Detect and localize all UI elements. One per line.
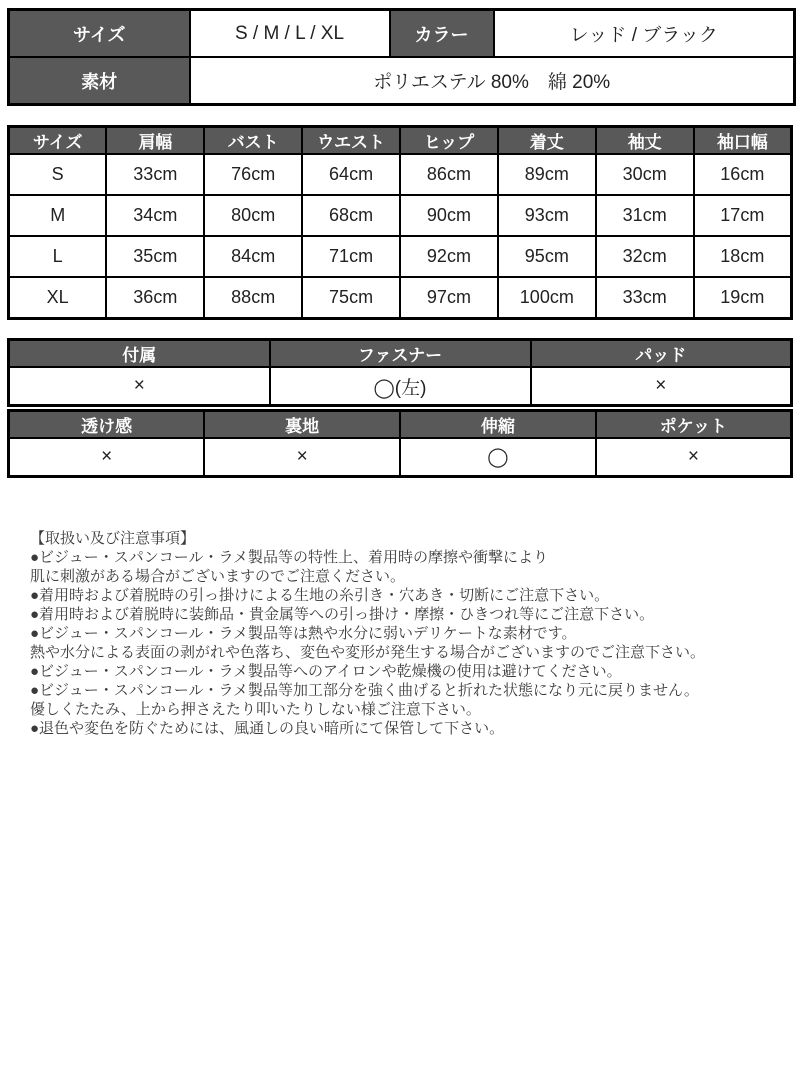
care-note-line: ●退色や変色を防ぐためには、風通しの良い暗所にて保管して下さい。 (30, 720, 505, 737)
spec2-value: ◯ (400, 438, 596, 477)
size-cell: 84cm (204, 236, 302, 277)
size-cell: 68cm (302, 195, 400, 236)
size-cell: 88cm (204, 277, 302, 319)
spec-attributes-table-1 (7, 338, 793, 407)
care-note-line: 熱や水分による表面の剥がれや色落ち、変色や変形が発生する場合がございますのでご注意下さい。 (30, 644, 706, 661)
spec-attributes-table-2 (7, 409, 793, 478)
size-cell: 76cm (204, 154, 302, 195)
size-cell: 19cm (694, 277, 792, 319)
spec2-col-header: 透け感 (9, 411, 205, 439)
product-info-table (7, 8, 796, 106)
size-cell: 86cm (400, 154, 498, 195)
spec1-col-header: ファスナー (270, 340, 531, 368)
size-row-label: XL (9, 277, 107, 319)
size-cell: 100cm (498, 277, 596, 319)
size-cell: 17cm (694, 195, 792, 236)
spec1-value: × (531, 367, 792, 406)
color-label: カラー (390, 10, 494, 58)
care-note-line: ●着用時および着脱時の引っ掛けによる生地の糸引き・穴あき・切断にご注意下さい。 (30, 587, 610, 604)
size-col-header: 袖口幅 (694, 127, 792, 155)
size-cell: 30cm (596, 154, 694, 195)
spec1-col-header: パッド (531, 340, 792, 368)
spec2-value: × (9, 438, 205, 477)
size-cell: 64cm (302, 154, 400, 195)
size-col-header: 肩幅 (106, 127, 204, 155)
care-note-line: ●着用時および着脱時に装飾品・貴金属等への引っ掛け・摩擦・ひきつれ等にご注意下さい。 (30, 606, 655, 623)
size-col-header: サイズ (9, 127, 107, 155)
size-cell: 32cm (596, 236, 694, 277)
size-cell: 80cm (204, 195, 302, 236)
spec2-value-row (9, 438, 792, 477)
size-cell: 92cm (400, 236, 498, 277)
color-value: レッド / ブラック (494, 10, 795, 58)
size-cell: 18cm (694, 236, 792, 277)
size-row-l (9, 236, 792, 277)
size-cell: 33cm (106, 154, 204, 195)
size-row-label: S (9, 154, 107, 195)
size-cell: 31cm (596, 195, 694, 236)
size-cell: 95cm (498, 236, 596, 277)
care-notes-title: 【取扱い及び注意事項】 (30, 530, 196, 547)
size-cell: 16cm (694, 154, 792, 195)
size-cell: 97cm (400, 277, 498, 319)
size-measurement-table (7, 125, 793, 320)
care-note-line: ●ビジュー・スパンコール・ラメ製品等の特性上、着用時の摩擦や衝撃により (30, 549, 549, 566)
size-cell: 89cm (498, 154, 596, 195)
spec1-header-row (9, 340, 792, 368)
spec2-col-header: ポケット (596, 411, 792, 439)
size-row-xl (9, 277, 792, 319)
care-note-line: 優しくたたみ、上から押さえたり叩いたりしない様ご注意下さい。 (30, 701, 481, 718)
size-cell: 34cm (106, 195, 204, 236)
care-note-line: ●ビジュー・スパンコール・ラメ製品等へのアイロンや乾燥機の使用は避けてください。 (30, 663, 622, 680)
size-value: S / M / L / XL (190, 10, 390, 58)
size-row-s (9, 154, 792, 195)
info-row-material (9, 57, 795, 105)
size-col-header: 着丈 (498, 127, 596, 155)
material-label: 素材 (9, 57, 190, 105)
size-col-header: ウエスト (302, 127, 400, 155)
size-cell: 36cm (106, 277, 204, 319)
size-cell: 33cm (596, 277, 694, 319)
care-notes (30, 529, 783, 738)
spec1-value: × (9, 367, 270, 406)
spec2-col-header: 裏地 (204, 411, 400, 439)
care-note-line: 肌に刺激がある場合がございますのでご注意ください。 (30, 568, 406, 585)
size-cell: 93cm (498, 195, 596, 236)
spec1-value: ◯(左) (270, 367, 531, 406)
size-cell: 35cm (106, 236, 204, 277)
size-row-m (9, 195, 792, 236)
size-col-header: バスト (204, 127, 302, 155)
size-cell: 90cm (400, 195, 498, 236)
material-value: ポリエステル 80% 綿 20% (190, 57, 795, 105)
size-table-header-row (9, 127, 792, 155)
spec1-value-row (9, 367, 792, 406)
size-label: サイズ (9, 10, 190, 58)
spec2-header-row (9, 411, 792, 439)
spec2-value: × (204, 438, 400, 477)
care-note-line: ●ビジュー・スパンコール・ラメ製品等は熱や水分に弱いデリケートな素材です。 (30, 625, 577, 642)
size-row-label: L (9, 236, 107, 277)
spec1-col-header: 付属 (9, 340, 270, 368)
size-col-header: ヒップ (400, 127, 498, 155)
size-cell: 71cm (302, 236, 400, 277)
spec2-col-header: 伸縮 (400, 411, 596, 439)
info-row-size-color (9, 10, 795, 58)
size-col-header: 袖丈 (596, 127, 694, 155)
spec2-value: × (596, 438, 792, 477)
size-cell: 75cm (302, 277, 400, 319)
size-row-label: M (9, 195, 107, 236)
care-note-line: ●ビジュー・スパンコール・ラメ製品等加工部分を強く曲げると折れた状態になり元に戻りません。 (30, 682, 699, 699)
